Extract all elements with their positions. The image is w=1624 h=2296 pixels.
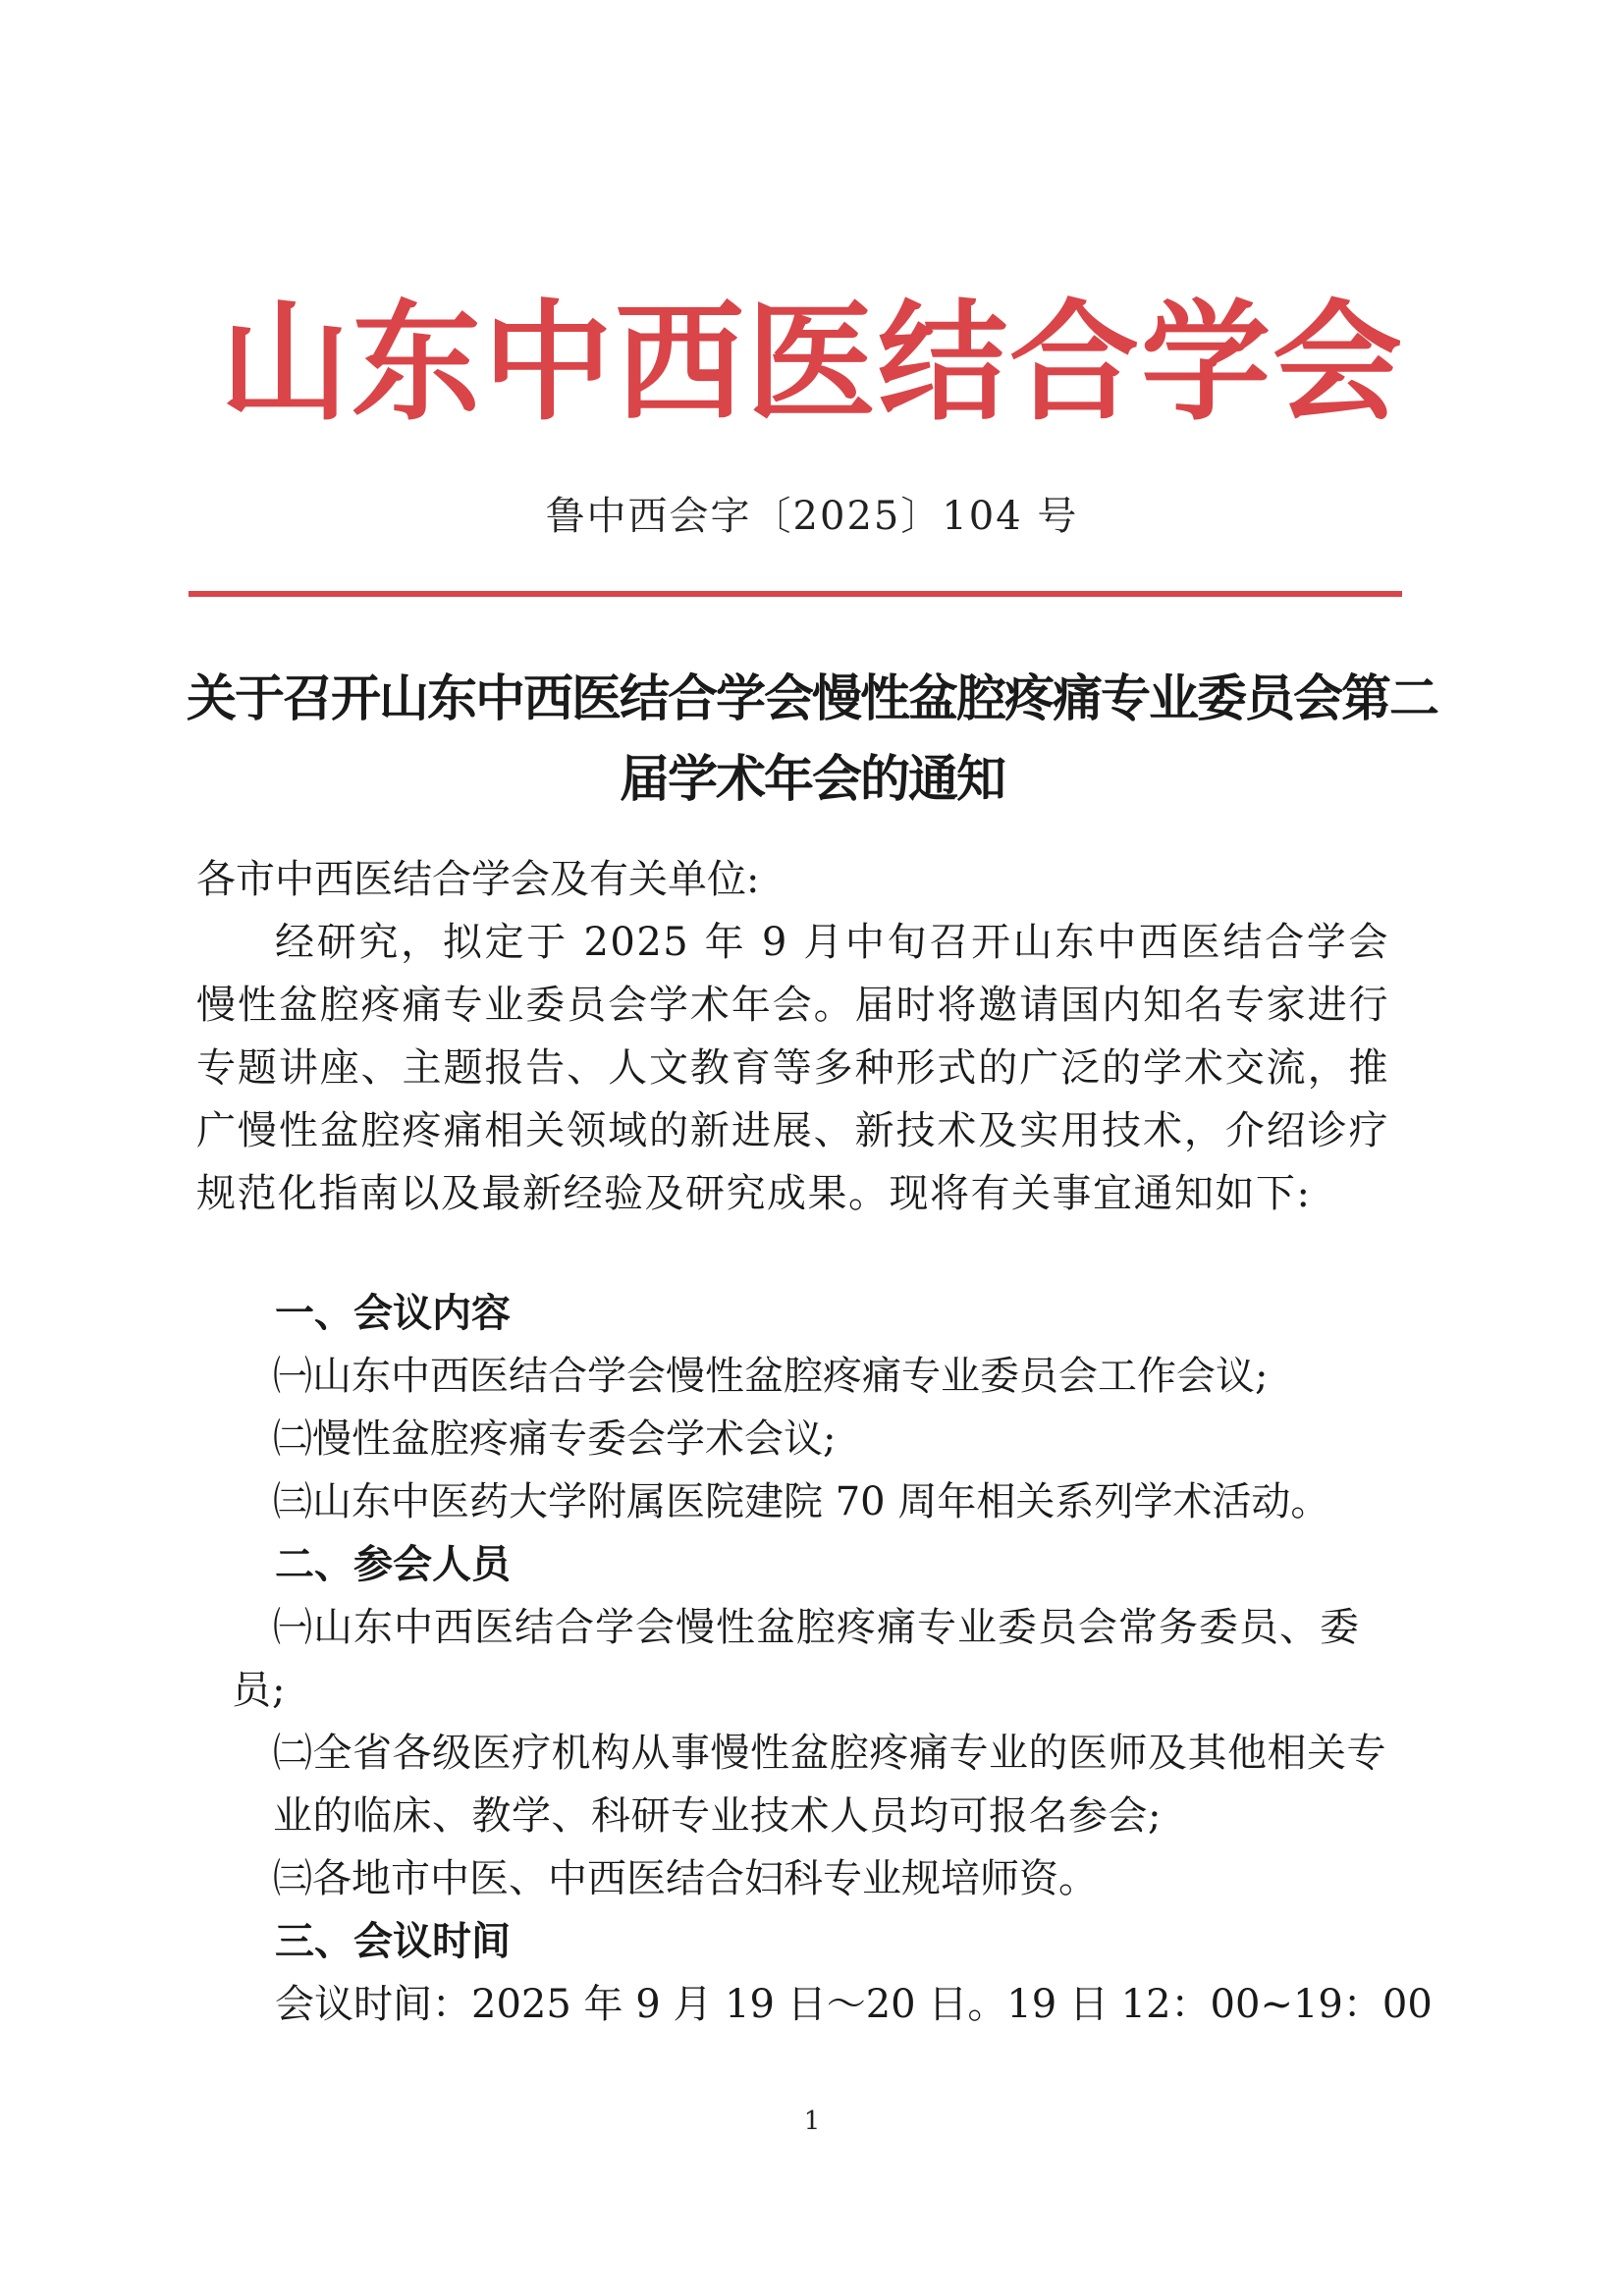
intro-paragraph: 经研究，拟定于 2025 年 9 月中旬召开山东中西医结合学会慢性盆腔疼痛专业委员会学术年会。届时将邀请国内知名专家进行专题讲座、主题报告、人文教育等多种形式的广泛的学术交流，推广慢性盆腔疼痛相关领域的新进展、新技术及实用技术，介绍诊疗规范化指南以及最新经验及研究成果。现将有关事宜通知如下: [196,920,1389,1216]
section-heading-attendees: 二、参会人员 [275,1542,511,1587]
attendees-item-1: ㈠山东中西医结合学会慢性盆腔疼痛专业委员会常务委员、委员; [232,1605,1360,1713]
section-heading-content: 一、会议内容 [275,1291,511,1336]
attendees-item-2: ㈡全省各级医疗机构从事慢性盆腔疼痛专业的医师及其他相关专业的临床、教学、科研专业技术人员均可报名参会; [273,1731,1386,1839]
document-number: 鲁中西会字〔2025〕104 号 [545,494,1079,539]
section-heading-time: 三、会议时间 [275,1919,511,1964]
page-number: 1 [803,2107,821,2136]
salutation: 各市中西医结合学会及有关单位: [196,857,760,902]
red-header-rule [189,591,1402,597]
content-item-1: ㈠山东中西医结合学会慢性盆腔疼痛专业委员会工作会议; [273,1354,1269,1399]
content-item-3: ㈢山东中医药大学附属医院建院 70 周年相关系列学术活动。 [273,1479,1330,1524]
notice-title: 关于召开山东中西医结合学会慢性盆腔疼痛专业委员会第二届学术年会的通知 [187,670,1438,809]
attendees-item-3: ㈢各地市中医、中西医结合妇科专业规培师资。 [273,1856,1098,1901]
meeting-time-text: 会议时间：2025 年 9 月 19 日～20 日。19 日 12：00~19：00 [275,1982,1433,2027]
organization-name: 山东中西医结合学会 [220,287,1404,439]
content-item-2: ㈡慢性盆腔疼痛专委会学术会议; [273,1416,837,1462]
